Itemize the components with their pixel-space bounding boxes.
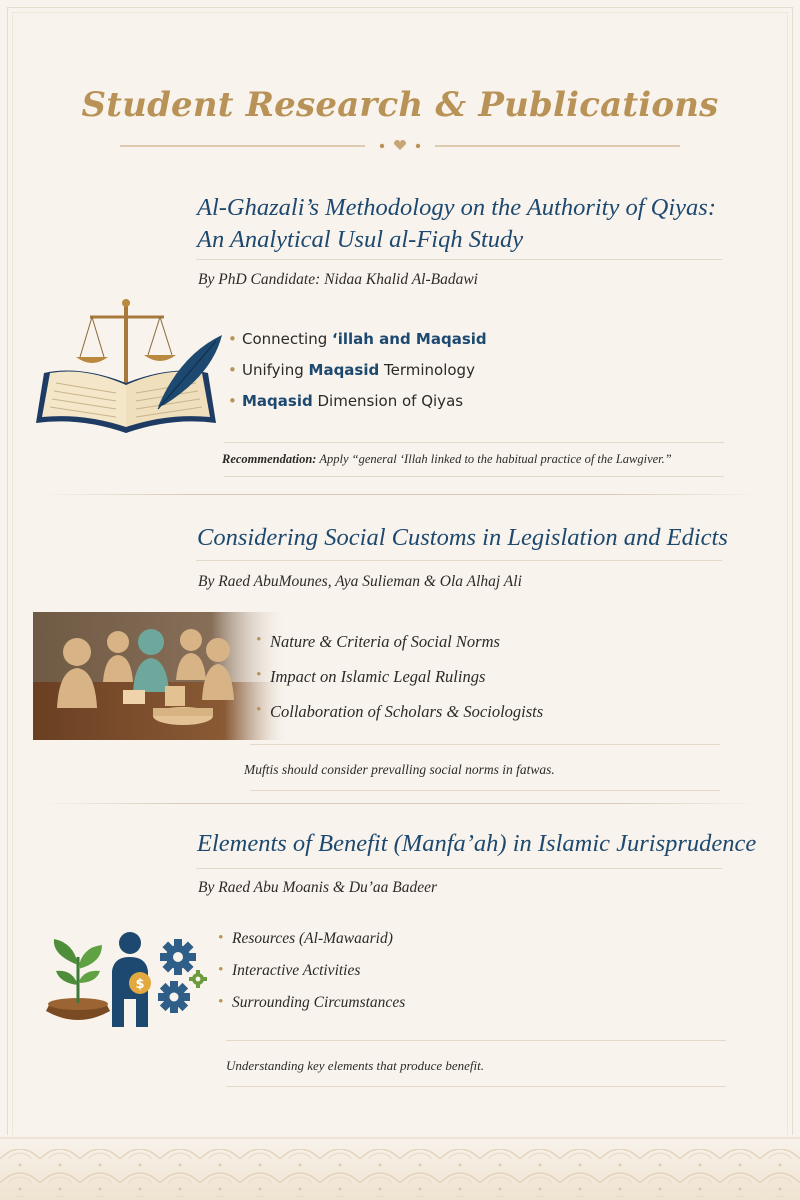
list-item: • Resources (Al-Mawaarid) bbox=[218, 930, 405, 948]
footer-ornament bbox=[0, 1135, 800, 1200]
section-2-points bbox=[256, 632, 543, 722]
section-divider bbox=[40, 803, 760, 804]
section-1-rule bbox=[196, 259, 722, 260]
section-3-note-rule-bottom bbox=[226, 1086, 726, 1087]
list-item: • Maqasid Dimension of Qiyas bbox=[228, 392, 487, 410]
section-3-note: Understanding key elements that produce benefit. bbox=[226, 1058, 485, 1073]
list-item: • Nature & Criteria of Social Norms bbox=[256, 632, 543, 652]
section-2-note-rule-bottom bbox=[250, 790, 720, 791]
section-2-rule bbox=[196, 560, 722, 561]
list-item: • Surrounding Circumstances bbox=[218, 994, 405, 1012]
section-3-note-rule bbox=[226, 1040, 726, 1041]
list-item: • Impact on Islamic Legal Rulings bbox=[256, 667, 543, 687]
section-2-title: Considering Social Customs in Legislation and Edicts bbox=[197, 524, 728, 551]
section-3-author: By Raed Abu Moanis & Du’aa Badeer bbox=[198, 879, 438, 896]
section-1-note-rule-bottom bbox=[224, 476, 724, 477]
section-1-title-line-1: Al-Ghazali’s Methodology on the Authority of Qiyas: bbox=[197, 194, 716, 221]
title-ornament bbox=[120, 136, 680, 156]
page-title: Student Research & Publications bbox=[81, 85, 719, 125]
section-1-recommendation: Recommendation: Apply “general ‘Illah linked to the habitual practice of the Lawgiver.” bbox=[222, 452, 672, 466]
scales-book-quill-icon bbox=[30, 295, 230, 445]
recommendation-label: Recommendation: bbox=[222, 452, 317, 466]
list-item: • Connecting ‘illah and Maqasid bbox=[228, 330, 487, 348]
wooden-figures-icon bbox=[33, 612, 288, 740]
section-1-note-rule bbox=[224, 442, 724, 443]
section-2-note: Muftis should consider prevalling social norms in fatwas. bbox=[244, 762, 555, 777]
section-3-rule bbox=[196, 868, 722, 869]
list-item: • Unifying Maqasid Terminology bbox=[228, 361, 487, 379]
section-divider bbox=[40, 494, 760, 495]
list-item: • Interactive Activities bbox=[218, 962, 405, 980]
section-3-title: Elements of Benefit (Manfa’ah) in Islamic Jurisprudence bbox=[197, 830, 757, 857]
section-1-title-line-2: An Analytical Usul al-Fiqh Study bbox=[197, 226, 524, 253]
section-1-title bbox=[197, 192, 757, 256]
svg-text:$: $ bbox=[135, 977, 145, 992]
list-item: • Collaboration of Scholars & Sociologists bbox=[256, 702, 543, 722]
section-2-note-rule bbox=[250, 744, 720, 745]
section-2-author: By Raed AbuMounes, Aya Sulieman & Ola Alhaj Ali bbox=[198, 573, 522, 590]
section-1-author: By PhD Candidate: Nidaa Khalid Al-Badawi bbox=[198, 271, 478, 288]
plant-person-gears-icon bbox=[40, 925, 210, 1035]
section-3-points bbox=[218, 930, 405, 1012]
section-1-points bbox=[228, 330, 487, 410]
